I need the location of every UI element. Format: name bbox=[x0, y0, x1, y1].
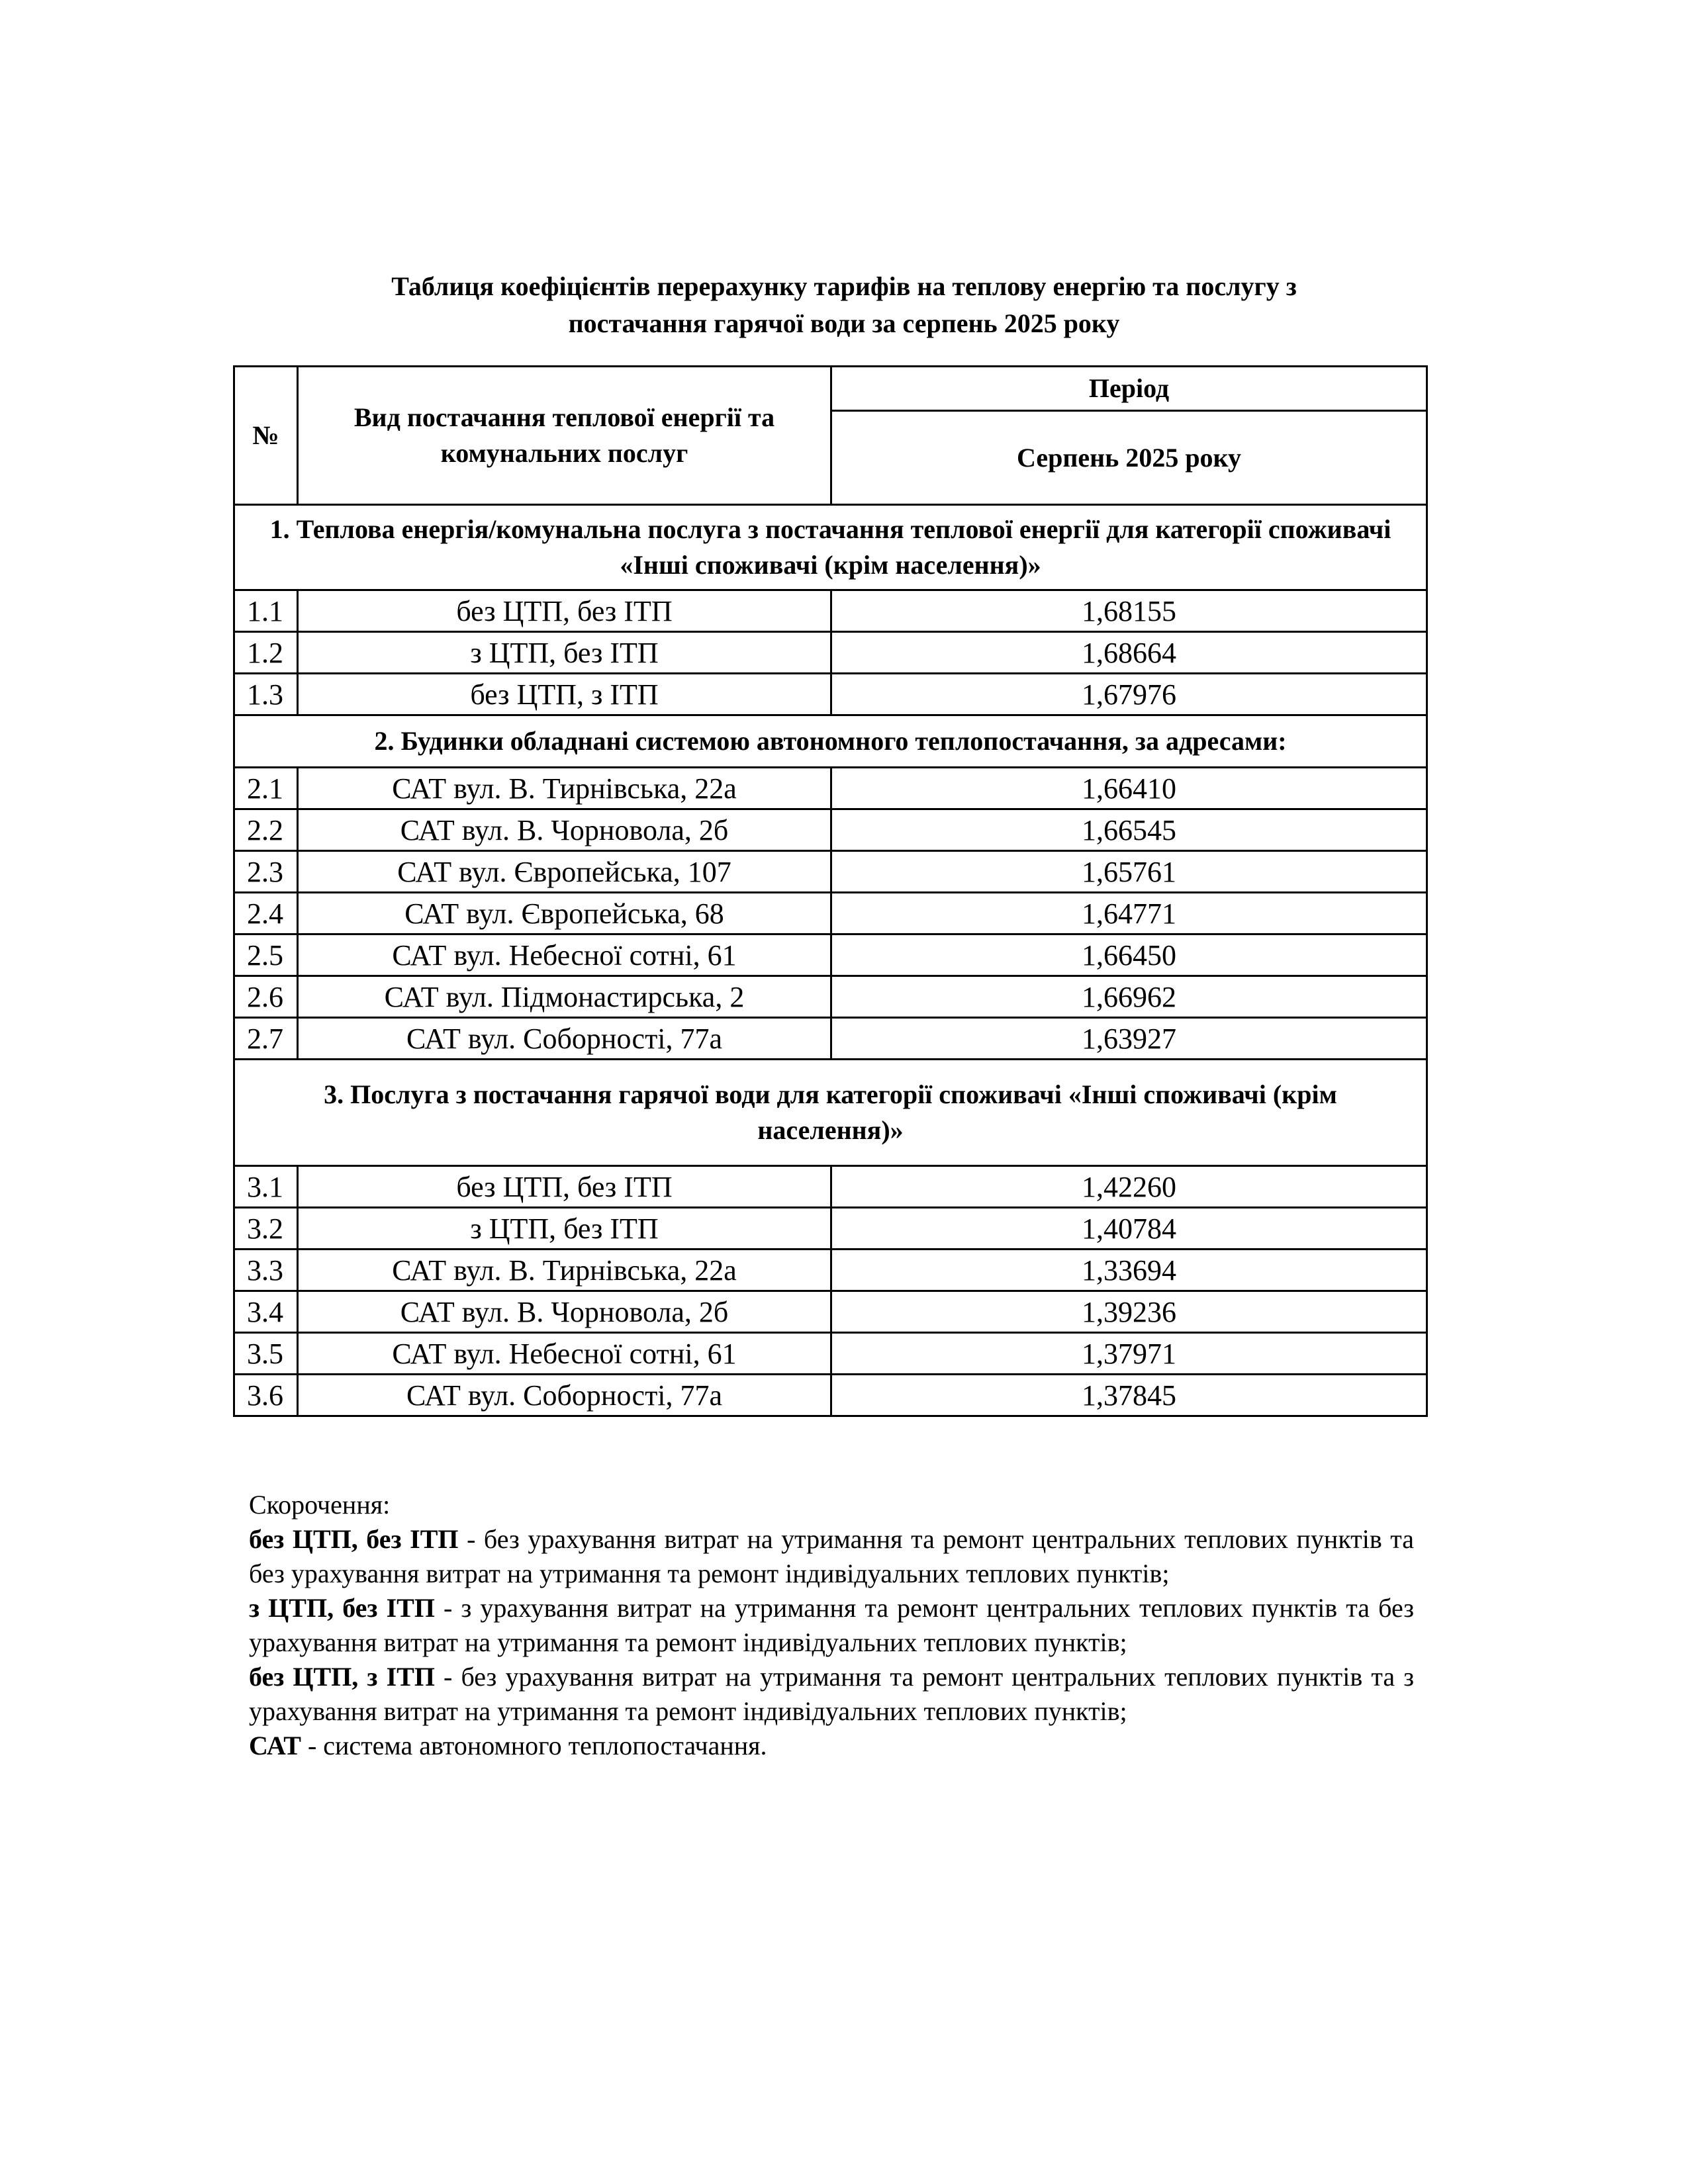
row-number: 3.5 bbox=[234, 1333, 298, 1375]
header-num: № bbox=[234, 367, 298, 505]
table-row bbox=[234, 851, 1427, 893]
table-row bbox=[234, 934, 1427, 976]
notes-list bbox=[249, 1522, 1414, 1763]
section-title: 1. Теплова енергія/комунальна послуга з постачання теплової енергії для категорії споживачі «Інші споживачі (крім населення)» bbox=[234, 505, 1427, 590]
document-title bbox=[232, 268, 1456, 342]
row-number: 2.5 bbox=[234, 934, 298, 976]
row-value: 1,66450 bbox=[831, 934, 1427, 976]
table-row bbox=[234, 768, 1427, 809]
row-name: без ЦТП, з ІТП bbox=[298, 674, 831, 715]
note-item bbox=[249, 1660, 1414, 1729]
row-value: 1,68664 bbox=[831, 632, 1427, 674]
row-number: 1.3 bbox=[234, 674, 298, 715]
row-value: 1,65761 bbox=[831, 851, 1427, 893]
note-text: - без урахування витрат на утримання та ремонт центральних теплових пунктів та з урахування витрат на утримання та ремонт індивідуальних теплових пунктів; bbox=[249, 1662, 1414, 1726]
row-name: САТ вул. Небесної сотні, 61 bbox=[298, 934, 831, 976]
row-value: 1,42260 bbox=[831, 1166, 1427, 1208]
header-period: Період bbox=[831, 367, 1427, 411]
row-value: 1,37971 bbox=[831, 1333, 1427, 1375]
note-text: - система автономного теплопостачання. bbox=[301, 1731, 767, 1760]
table-row bbox=[234, 1333, 1427, 1375]
table-row bbox=[234, 1018, 1427, 1060]
table-row bbox=[234, 674, 1427, 715]
note-term: з ЦТП, без ІТП bbox=[249, 1593, 435, 1623]
row-value: 1,66410 bbox=[831, 768, 1427, 809]
row-name: з ЦТП, без ІТП bbox=[298, 632, 831, 674]
row-number: 2.3 bbox=[234, 851, 298, 893]
row-name: САТ вул. Соборності, 77а bbox=[298, 1018, 831, 1060]
table-row bbox=[234, 1166, 1427, 1208]
table-row bbox=[234, 632, 1427, 674]
row-name: САТ вул. Європейська, 68 bbox=[298, 893, 831, 934]
title-line-2: постачання гарячої води за серпень 2025 року bbox=[568, 308, 1120, 338]
row-name: САТ вул. Небесної сотні, 61 bbox=[298, 1333, 831, 1375]
row-number: 2.4 bbox=[234, 893, 298, 934]
note-text: - без урахування витрат на утримання та ремонт центральних теплових пунктів та без урахування витрат на утримання та ремонт індивідуальних теплових пунктів; bbox=[249, 1524, 1414, 1588]
section-row bbox=[234, 505, 1427, 590]
row-number: 3.1 bbox=[234, 1166, 298, 1208]
section-row bbox=[234, 1060, 1427, 1166]
row-value: 1,67976 bbox=[831, 674, 1427, 715]
header-period-value: Серпень 2025 року bbox=[831, 411, 1427, 505]
row-number: 1.2 bbox=[234, 632, 298, 674]
row-value: 1,66545 bbox=[831, 809, 1427, 851]
section-title: 3. Послуга з постачання гарячої води для категорії споживачі «Інші споживачі (крім населення)» bbox=[234, 1060, 1427, 1166]
table-row bbox=[234, 1291, 1427, 1333]
note-term: без ЦТП, без ІТП bbox=[249, 1524, 459, 1554]
row-value: 1,40784 bbox=[831, 1208, 1427, 1250]
note-term: САТ bbox=[249, 1731, 301, 1760]
table-row bbox=[234, 590, 1427, 632]
table-row bbox=[234, 1250, 1427, 1291]
row-value: 1,33694 bbox=[831, 1250, 1427, 1291]
row-number: 3.2 bbox=[234, 1208, 298, 1250]
row-name: САТ вул. В. Тирнівська, 22а bbox=[298, 768, 831, 809]
row-name: САТ вул. В. Тирнівська, 22а bbox=[298, 1250, 831, 1291]
section-title: 2. Будинки обладнані системою автономного теплопостачання, за адресами: bbox=[234, 715, 1427, 768]
row-number: 3.6 bbox=[234, 1375, 298, 1416]
row-number: 3.4 bbox=[234, 1291, 298, 1333]
table-row bbox=[234, 976, 1427, 1018]
header-type: Вид постачання теплової енергії та комунальних послуг bbox=[298, 367, 831, 505]
row-name: без ЦТП, без ІТП bbox=[298, 1166, 831, 1208]
row-name: САТ вул. В. Чорновола, 2б bbox=[298, 809, 831, 851]
table-row bbox=[234, 1375, 1427, 1416]
table-row bbox=[234, 1208, 1427, 1250]
row-value: 1,37845 bbox=[831, 1375, 1427, 1416]
header-row bbox=[234, 367, 1427, 411]
title-line-1: Таблиця коефіцієнтів перерахунку тарифів на теплову енергію та послугу з bbox=[391, 271, 1297, 301]
table-body bbox=[234, 367, 1427, 1416]
row-value: 1,39236 bbox=[831, 1291, 1427, 1333]
row-number: 2.2 bbox=[234, 809, 298, 851]
row-value: 1,64771 bbox=[831, 893, 1427, 934]
row-name: САТ вул. В. Чорновола, 2б bbox=[298, 1291, 831, 1333]
abbreviations-notes bbox=[249, 1488, 1414, 1763]
note-item bbox=[249, 1729, 1414, 1763]
row-name: САТ вул. Європейська, 107 bbox=[298, 851, 831, 893]
row-number: 1.1 bbox=[234, 590, 298, 632]
row-value: 1,63927 bbox=[831, 1018, 1427, 1060]
note-item bbox=[249, 1522, 1414, 1591]
coefficients-table bbox=[233, 365, 1428, 1417]
row-value: 1,66962 bbox=[831, 976, 1427, 1018]
row-name: з ЦТП, без ІТП bbox=[298, 1208, 831, 1250]
row-number: 2.7 bbox=[234, 1018, 298, 1060]
row-name: САТ вул. Підмонастирська, 2 bbox=[298, 976, 831, 1018]
row-name: без ЦТП, без ІТП bbox=[298, 590, 831, 632]
section-row bbox=[234, 715, 1427, 768]
row-number: 3.3 bbox=[234, 1250, 298, 1291]
row-value: 1,68155 bbox=[831, 590, 1427, 632]
note-term: без ЦТП, з ІТП bbox=[249, 1662, 435, 1692]
row-name: САТ вул. Соборності, 77а bbox=[298, 1375, 831, 1416]
note-item bbox=[249, 1591, 1414, 1660]
note-text: - з урахування витрат на утримання та ремонт центральних теплових пунктів та без урахування витрат на утримання та ремонт індивідуальних теплових пунктів; bbox=[249, 1593, 1414, 1657]
row-number: 2.6 bbox=[234, 976, 298, 1018]
table-row bbox=[234, 809, 1427, 851]
notes-heading: Скорочення: bbox=[249, 1490, 391, 1520]
row-number: 2.1 bbox=[234, 768, 298, 809]
table-row bbox=[234, 893, 1427, 934]
